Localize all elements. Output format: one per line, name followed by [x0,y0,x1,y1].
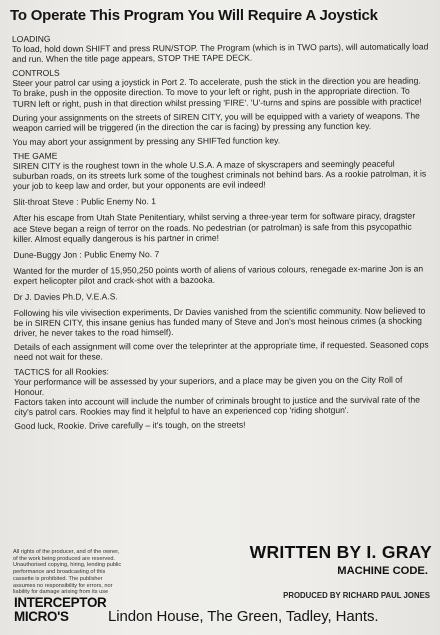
written-by: WRITTEN BY I. GRAY [249,542,432,562]
davies-heading: Dr J. Davies Ph.D, V.E.A.S. [13,291,118,302]
tactics-heading: TACTICS for all Rookies: [14,365,109,377]
weapons-text: During your assignments on the streets of SIREN CITY, you will be equipped with a variety of weapons. The weapon carried will be triggered (in the direction the car is facing) by pressing any function key. [12,110,420,133]
loading-text: To load, hold down SHIFT and press RUN/STOP. The Program (which is in TWO parts), will automatically load and run. When the title page appears, STOP THE TAPE DECK. [12,41,429,65]
steve-text: After his escape from Utah State Penitentiary, whilst serving a three-year term for software piracy, dragster ace Steve began a reign of terror on the roads. No pedestrian (or patrolman) is safe from this psycopathic killer. Almost equally dangerous is his partner in crime! [13,210,416,244]
produced-by: PRODUCED BY RICHARD PAUL JONES [283,591,430,600]
game-heading: THE GAME [12,150,58,161]
logo-line-1: INTERCEPTOR [14,595,107,610]
abort-text: You may abort your assignment by pressing any SHIFTed function key. [12,135,281,147]
publisher-address: Lindon House, The Green, Tadley, Hants. [108,608,379,625]
tactics-text: Your performance will be assessed by your superiors, and a place may be given you on the City Roll of Honour. [14,374,403,397]
page-title: To Operate This Program You Will Require A Joystick [10,7,378,24]
loading-heading: LOADING [12,33,51,44]
game-text: SIREN CITY is the roughest town in the whole U.S.A. A maze of skyscrapers and seemingly peaceful suburban roads, on its streets lurk some of the toughest criminals not behind bars. As a rookie patrolman, it is your job to keep law and order, but your opponents are evil indeed! [12,158,427,192]
davies-text: Following his vile vivisection experiments, Dr Davies vanished from the scientific community. Now believed to be in SIREN CITY, this insane genius has funded many of Steve and Jon's most heinous crimes (a shocking driver, he never takes to the road himself). [13,305,426,339]
tactics-text-factors: Factors taken into account will include the number of criminals brought to justice and the survival rate of the city's patrol cars. Rookies may find it helpful to have an experienced cop 'riding shotgun'. [14,394,420,417]
assignment-details-text: Details of each assignment will come over the teleprinter at the appropriate time, if requested. Seasoned cops need not wait for these. [13,339,429,363]
controls-heading: CONTROLS [12,67,60,79]
controls-text: Steer your patrol car using a joystick in Port 2. To accelerate, push the stick in the direction you are heading. To brake, push in the opposite direction. To move to your left or right, push in the appropriate direction. To TURN left or right, push in that direction whilst pressing 'FIRE'. 'U'-turns and spins are possible with practice! [12,75,422,109]
logo-line-2: MICRO'S [14,609,69,624]
copyright-notice: All rights of the producer, and of the owner, of the work being produced are reserved. Unauthorised copying, hiring, lending public performance and broadcasting of this cassette is prohibited. The publisher assumes no responsibility for errors, nor liability for damage arising from its use [13,549,122,596]
machine-code-label: MACHINE CODE. [337,565,428,577]
jon-heading: Dune-Buggy Jon : Public Enemy No. 7 [13,248,160,260]
steve-heading: Slit-throat Steve : Public Enemy No. 1 [12,196,157,208]
instructions-body [12,31,432,431]
good-luck-text: Good luck, Rookie. Drive carefully – it's tough, on the streets! [14,419,246,431]
jon-text: Wanted for the murder of 15,950,250 points worth of aliens of various colours, renegade ex-marine Jon is an expert helicopter pilot and crack-shot with a bazooka. [13,263,424,286]
interceptor-logo [14,596,106,624]
